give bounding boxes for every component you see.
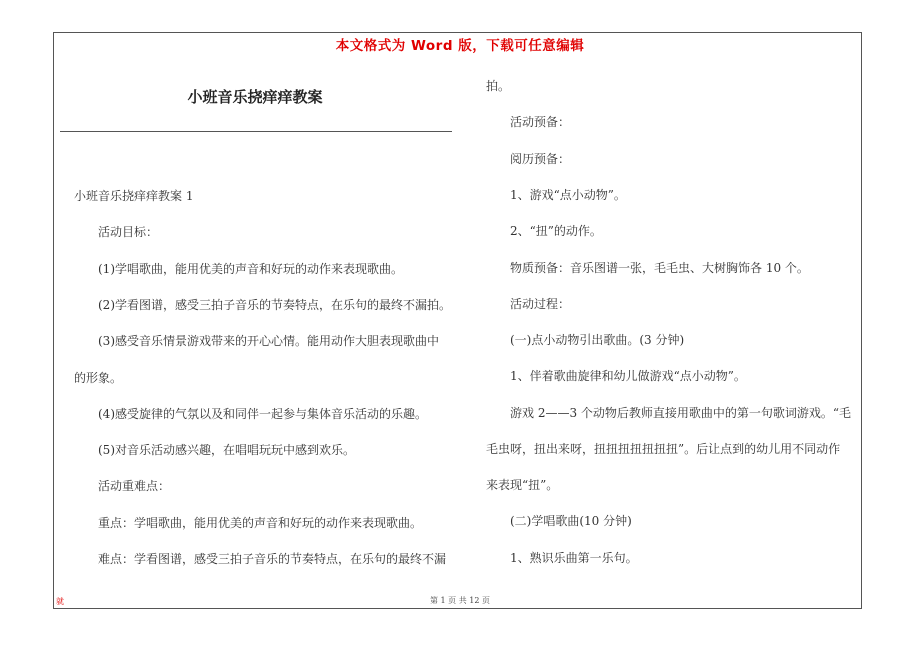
left-para-3: (2)学看图谱，感受三拍子音乐的节奏特点，在乐句的最终不漏拍。: [98, 298, 452, 312]
left-para-6: (4)感受旋律的气氛以及和同伴一起参与集体音乐活动的乐趣。: [98, 407, 428, 421]
right-para-0: 拍。: [486, 79, 511, 93]
document-title: 小班音乐挠痒痒教案: [187, 88, 323, 106]
right-para-1: 活动预备：: [510, 115, 571, 129]
left-para-2: (1)学唱歌曲，能用优美的声音和好玩的动作来表现歌曲。: [98, 262, 404, 276]
right-para-8: 1、伴着歌曲旋律和幼儿做游戏“点小动物”。: [510, 369, 746, 383]
left-para-1: 活动目标：: [98, 225, 159, 239]
right-para-11: 来表现“扭”。: [486, 478, 559, 492]
left-para-8: 活动重难点：: [98, 479, 171, 493]
left-para-10: 难点：学看图谱，感受三拍子音乐的节奏特点，在乐句的最终不漏: [98, 552, 447, 566]
left-para-0: 小班音乐挠痒痒教案 1: [74, 189, 194, 203]
left-para-7: (5)对音乐活动感兴趣，在唱唱玩玩中感到欢乐。: [98, 443, 355, 457]
page-number-footer: 第 1 页 共 12 页: [430, 596, 490, 605]
right-para-4: 2、“扭”的动作。: [510, 224, 602, 238]
right-para-12: (二)学唱歌曲(10 分钟): [510, 514, 632, 528]
right-para-2: 阅历预备：: [510, 152, 571, 166]
left-para-5: 的形象。: [74, 371, 123, 385]
corner-mark: 就: [56, 597, 64, 606]
right-para-9: 游戏 2——3 个动物后教师直接用歌曲中的第一句歌词游戏。“毛: [510, 406, 852, 420]
left-para-9: 重点：学唱歌曲，能用优美的声音和好玩的动作来表现歌曲。: [98, 516, 423, 530]
left-para-4: (3)感受音乐情景游戏带来的开心心情。能用动作大胆表现歌曲中: [98, 334, 440, 348]
right-para-3: 1、游戏“点小动物”。: [510, 188, 626, 202]
right-para-10: 毛虫呀，扭出来呀，扭扭扭扭扭扭扭”。后让点到的幼儿用不同动作: [486, 442, 841, 456]
right-para-6: 活动过程：: [510, 297, 571, 311]
edit-banner: 本文格式为 Word 版，下载可任意编辑: [335, 38, 585, 54]
right-para-13: 1、熟识乐曲第一乐句。: [510, 551, 638, 565]
title-rule: [60, 131, 452, 132]
right-para-5: 物质预备：音乐图谱一张，毛毛虫、大树胸饰各 10 个。: [510, 261, 809, 275]
right-para-7: (一)点小动物引出歌曲。(3 分钟): [510, 333, 685, 347]
